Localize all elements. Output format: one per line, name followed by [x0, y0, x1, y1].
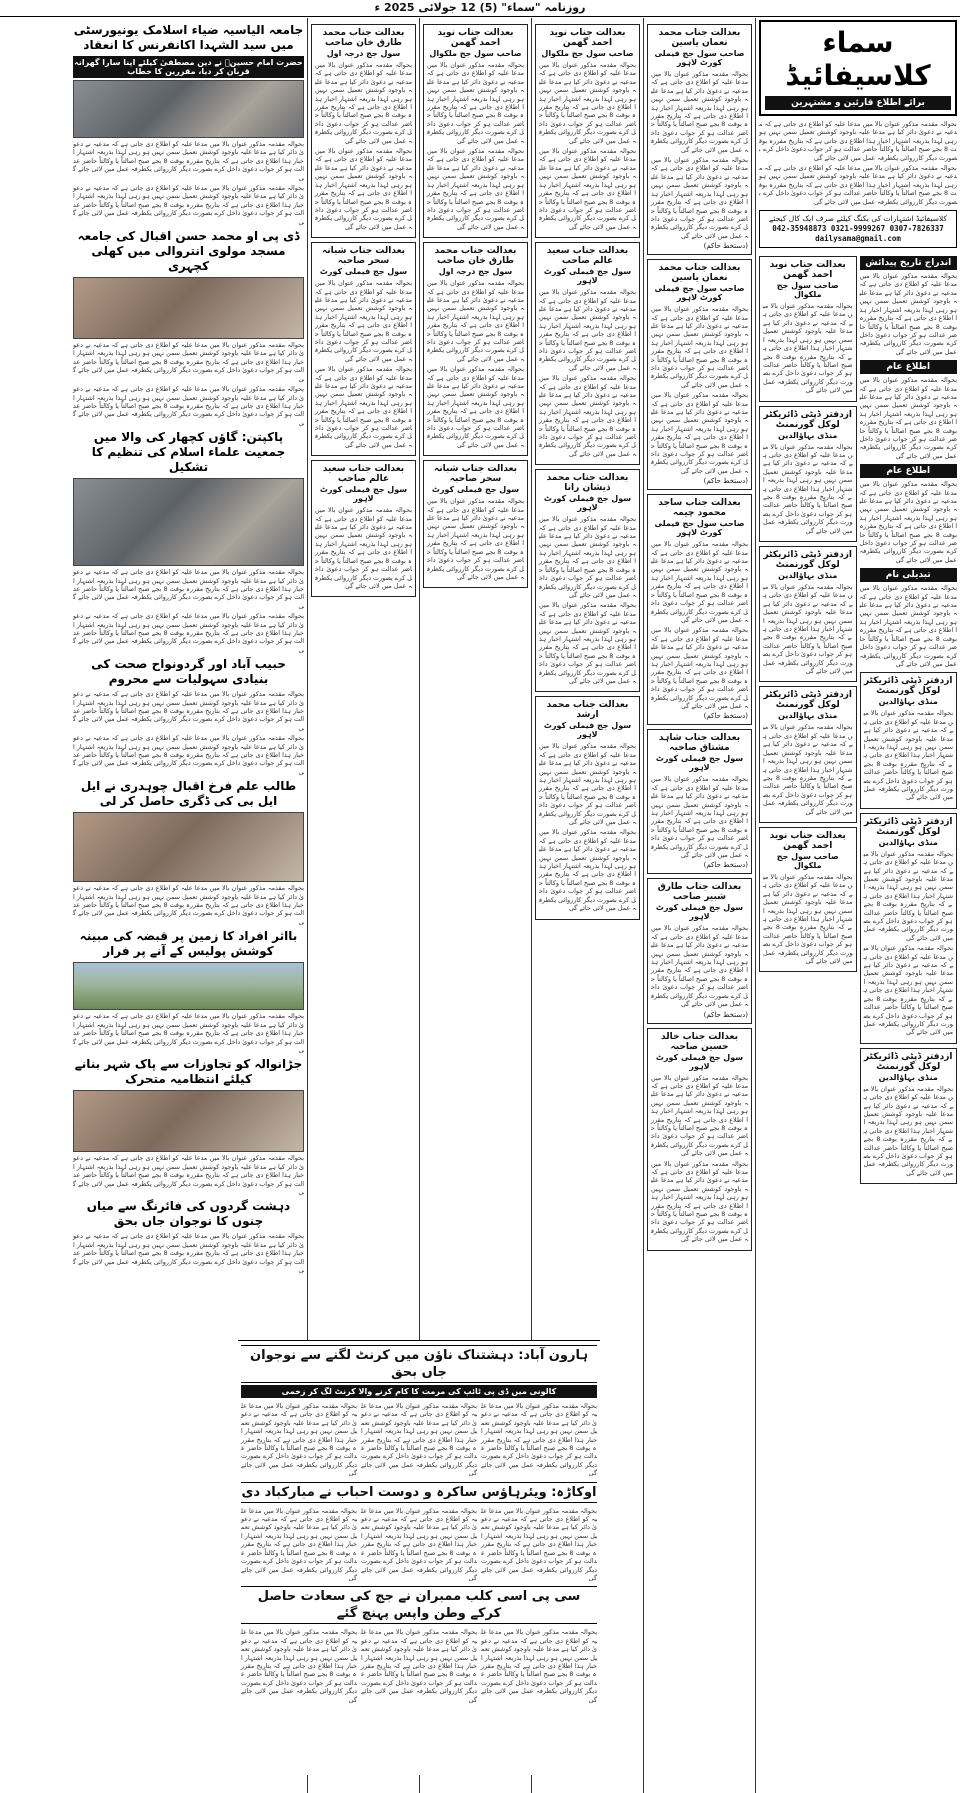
box-text: بحوالہ مقدمہ مذکور عنوان بالا میں مدعا علیہ کو اطلاع دی جاتی ہے کہ مدعیہ نے دعویٰ دائر کیا ہے مدعا علیہ باوجود کوشش تعمیل سمن نہیں ہو رہی لہذا بذریعہ اشتہار اخبار ہذا اطلاع دی جاتی ہے کہ بتاریخ مقررہ بوقت 8 بجے صبح اصالتاً یا وکالتاً حاضر عدالت ہو کر جواب دعویٰ داخل کرے بصورت دیگر کارروائی یکطرفہ عمل میں لائی جائے گی: [859, 584, 957, 668]
signature-text: (دستخط حاکم): [703, 242, 748, 251]
notice-body: بحوالہ مقدمہ مذکور عنوان بالا میں مدعا علیہ کو اطلاع دی جاتی ہے کہ مدعیہ نے دعویٰ دائر کیا ہے مدعا علیہ باوجود کوشش تعمیل سمن نہیں ہو رہی لہذا بذریعہ اشتہار اخبار ہذا اطلاع دی جاتی ہے کہ بتاریخ مقررہ بوقت 8 بجے صبح اصالتاً یا وکالتاً حاضر عدالت ہو کر جواب دعویٰ داخل کرے بصورت دیگر کارروائی یکطرفہ عمل میں لائی جائے گی: [315, 147, 412, 231]
notice-court: صاحب سول جج فیملی کورٹ لاہور: [654, 284, 745, 303]
notice-body: بحوالہ مقدمہ مذکور عنوان بالا میں مدعا علیہ کو اطلاع دی جاتی ہے کہ مدعیہ نے دعویٰ دائر کیا ہے مدعا علیہ باوجود کوشش تعمیل سمن نہیں ہو رہی لہذا بذریعہ اشتہار اخبار ہذا اطلاع دی جاتی ہے کہ بتاریخ مقررہ بوقت 8 بجے صبح اصالتاً یا وکالتاً حاضر عدالت ہو کر جواب دعویٰ داخل کرے بصورت دیگر کارروائی یکطرفہ عمل میں لائی جائے گی: [315, 506, 412, 590]
masthead: روزنامہ "سماء" (5) 12 جولائی 2025 ء: [0, 0, 960, 17]
court-notice: [647, 878, 752, 1023]
notice-court: سول جج فیملی کورٹ لاہور: [655, 754, 744, 773]
notice-body: بحوالہ مقدمہ مذکور عنوان بالا میں مدعا علیہ کو اطلاع دی جاتی ہے کہ مدعیہ نے دعویٰ دائر کیا ہے مدعا علیہ باوجود کوشش تعمیل سمن نہیں ہو رہی لہذا بذریعہ اشتہار اخبار ہذا اطلاع دی جاتی ہے کہ بتاریخ مقررہ بوقت 8 بجے صبح اصالتاً یا وکالتاً حاضر عدالت ہو کر جواب دعویٰ داخل کرے بصورت دیگر کارروائی یکطرفہ عمل میں لائی جائے گی: [539, 742, 636, 827]
bottom-body: بحوالہ مقدمہ مذکور عنوان بالا میں مدعا علیہ کو اطلاع دی جاتی ہے کہ مدعیہ نے دعویٰ دائر کیا ہے مدعا علیہ باوجود کوشش تعمیل سمن نہیں ہو رہی لہذا بذریعہ اشتہار اخبار ہذا اطلاع دی جاتی ہے کہ بتاریخ مقررہ بوقت 8 بجے صبح اصالتاً یا وکالتاً حاضر عدالت ہو کر جواب دعویٰ داخل کرے بصورت دیگر کارروائی یکطرفہ عمل میں لائی جائے گی: [241, 1506, 357, 1582]
notice-title: بعدالت جناب شبانہ سحر صاحبہ: [433, 464, 518, 485]
court-notice: [647, 729, 752, 874]
notice-court: منڈی بہاؤالدین: [878, 697, 938, 707]
bottom-news-section: [238, 1340, 600, 1775]
box-text: بحوالہ مقدمہ مذکور عنوان بالا میں مدعا علیہ کو اطلاع دی جاتی ہے کہ مدعیہ نے دعویٰ دائر کیا ہے مدعا علیہ باوجود کوشش تعمیل سمن نہیں ہو رہی لہذا بذریعہ اشتہار اخبار ہذا اطلاع دی جاتی ہے کہ بتاریخ مقررہ بوقت 8 بجے صبح اصالتاً یا وکالتاً حاضر عدالت ہو کر جواب دعویٰ داخل کرے بصورت دیگر کارروائی یکطرفہ عمل میں لائی جائے گی: [859, 272, 957, 356]
notice-court: منڈی بہاؤالدین: [878, 1072, 938, 1082]
notice-court: صاحب سول جج ملکوال: [776, 851, 839, 870]
notice-signature: [651, 1011, 748, 1019]
notice-body: بحوالہ مقدمہ مذکور عنوان بالا میں مدعا علیہ کو اطلاع دی جاتی ہے کہ مدعیہ نے دعویٰ دائر کیا ہے مدعا علیہ باوجود کوشش تعمیل سمن نہیں ہو رہی لہذا بذریعہ اشتہار اخبار ہذا اطلاع دی جاتی ہے کہ بتاریخ مقررہ بوقت 8 بجے صبح اصالتاً یا وکالتاً حاضر عدالت ہو کر جواب دعویٰ داخل کرے بصورت دیگر کارروائی یکطرفہ عمل میں لائی جائے گی: [651, 1073, 748, 1158]
news-body: بحوالہ مقدمہ مذکور عنوان بالا میں مدعا علیہ کو اطلاع دی جاتی ہے کہ مدعیہ نے دعویٰ دائر کیا ہے مدعا علیہ باوجود کوشش تعمیل سمن نہیں ہو رہی لہذا بذریعہ اشتہار اخبار ہذا اطلاع دی جاتی ہے کہ بتاریخ مقررہ بوقت 8 بجے صبح اصالتاً یا وکالتاً حاضر عدالت ہو کر جواب دعویٰ داخل کرے بصورت دیگر کارروائی یکطرفہ عمل میں لائی جائے گی: [73, 734, 304, 776]
notice-title: بعدالت جناب محمد ذیشان رانا: [546, 473, 629, 494]
court-notice: [535, 696, 640, 919]
news-body: بحوالہ مقدمہ مذکور عنوان بالا میں مدعا علیہ کو اطلاع دی جاتی ہے کہ مدعیہ نے دعویٰ دائر کیا ہے مدعا علیہ باوجود کوشش تعمیل سمن نہیں ہو رہی لہذا بذریعہ اشتہار اخبار ہذا اطلاع دی جاتی ہے کہ بتاریخ مقررہ بوقت 8 بجے صبح اصالتاً یا وکالتاً حاضر عدالت ہو کر جواب دعویٰ داخل کرے بصورت دیگر کارروائی یکطرفہ عمل میں لائی جائے گی: [73, 1012, 304, 1054]
news-photo: [73, 962, 304, 1010]
bottom-row: [241, 1505, 597, 1585]
classified-subcol-left: [759, 252, 857, 1188]
bottom-headline-3: سی پی اسی کلب ممبران نے جج کی سعادت حاصل کرکے وطن واپس پہنچ گئے: [241, 1586, 597, 1624]
court-notice: [647, 24, 752, 255]
notice-title: ازدفتر ڈپٹی ڈائریکٹر لوکل گورنمنٹ: [864, 1051, 953, 1072]
notice-body: بحوالہ مقدمہ مذکور عنوان بالا میں مدعا علیہ کو اطلاع دی جاتی ہے کہ مدعیہ نے دعویٰ دائر کیا ہے مدعا علیہ باوجود کوشش تعمیل سمن نہیں ہو رہی لہذا بذریعہ اشتہار اخبار ہذا اطلاع دی جاتی ہے کہ بتاریخ مقررہ بوقت 8 بجے صبح اصالتاً یا وکالتاً حاضر عدالت ہو کر جواب دعویٰ داخل کرے بصورت دیگر کارروائی یکطرفہ عمل میں لائی جائے گی: [863, 944, 953, 1037]
notice-body: بحوالہ مقدمہ مذکور عنوان بالا میں مدعا علیہ کو اطلاع دی جاتی ہے کہ مدعیہ نے دعویٰ دائر کیا ہے مدعا علیہ باوجود کوشش تعمیل سمن نہیں ہو رہی لہذا بذریعہ اشتہار اخبار ہذا اطلاع دی جاتی ہے کہ بتاریخ مقررہ بوقت 8 بجے صبح اصالتاً یا وکالتاً حاضر عدالت ہو کر جواب دعویٰ داخل کرے بصورت دیگر کارروائی یکطرفہ عمل میں لائی جائے گی: [539, 288, 636, 372]
notice-body: بحوالہ مقدمہ مذکور عنوان بالا میں مدعا علیہ کو اطلاع دی جاتی ہے کہ مدعیہ نے دعویٰ دائر کیا ہے مدعا علیہ باوجود کوشش تعمیل سمن نہیں ہو رہی لہذا بذریعہ اشتہار اخبار ہذا اطلاع دی جاتی ہے کہ بتاریخ مقررہ بوقت 8 بجے صبح اصالتاً یا وکالتاً حاضر عدالت ہو کر جواب دعویٰ داخل کرے بصورت دیگر کارروائی یکطرفہ عمل میں لائی جائے گی: [539, 61, 636, 145]
notice-body: بحوالہ مقدمہ مذکور عنوان بالا میں مدعا علیہ کو اطلاع دی جاتی ہے کہ مدعیہ نے دعویٰ دائر کیا ہے مدعا علیہ باوجود کوشش تعمیل سمن نہیں ہو رہی لہذا بذریعہ اشتہار اخبار ہذا اطلاع دی جاتی ہے کہ بتاریخ مقررہ بوقت 8 بجے صبح اصالتاً یا وکالتاً حاضر عدالت ہو کر جواب دعویٰ داخل کرے بصورت دیگر کارروائی یکطرفہ عمل میں لائی جائے گی: [763, 442, 853, 535]
court-notice: [423, 24, 528, 238]
notice-court: سول جج فیملی کورٹ لاہور: [543, 494, 632, 513]
notice-title: بعدالت جناب ساجد محمود چیمہ: [658, 498, 741, 519]
court-notice: [535, 24, 640, 238]
bottom-headline-1: ہارون آباد: دہشتناک ناؤن میں کرنٹ لگنے سے نوجوان جاں بحق: [241, 1345, 597, 1383]
court-notice: [759, 827, 857, 972]
box-name-change: تبدیلی نام: [860, 568, 958, 582]
notice-body: بحوالہ مقدمہ مذکور عنوان بالا میں مدعا علیہ کو اطلاع دی جاتی ہے کہ مدعیہ نے دعویٰ دائر کیا ہے مدعا علیہ باوجود کوشش تعمیل سمن نہیں ہو رہی لہذا بذریعہ اشتہار اخبار ہذا اطلاع دی جاتی ہے کہ بتاریخ مقررہ بوقت 8 بجے صبح اصالتاً یا وکالتاً حاضر عدالت ہو کر جواب دعویٰ داخل کرے بصورت دیگر کارروائی یکطرفہ عمل میں لائی جائے گی: [863, 709, 953, 802]
contact-email: dailysama@gmail.com: [815, 234, 901, 244]
court-notice: [311, 242, 416, 456]
notice-court: سول جج درجہ اول: [438, 267, 513, 277]
notice-court: صاحب سول جج ملکوال: [541, 49, 634, 58]
notice-court: سول جج فیملی کورٹ لاہور: [655, 903, 744, 922]
notice-body: بحوالہ مقدمہ مذکور عنوان بالا میں مدعا علیہ کو اطلاع دی جاتی ہے کہ مدعیہ نے دعویٰ دائر کیا ہے مدعا علیہ باوجود کوشش تعمیل سمن نہیں ہو رہی لہذا بذریعہ اشتہار اخبار ہذا اطلاع دی جاتی ہے کہ بتاریخ مقررہ بوقت 8 بجے صبح اصالتاً یا وکالتاً حاضر عدالت ہو کر جواب دعویٰ داخل کرے بصورت دیگر کارروائی یکطرفہ عمل میں لائی جائے گی: [763, 872, 853, 965]
news-body: بحوالہ مقدمہ مذکور عنوان بالا میں مدعا علیہ کو اطلاع دی جاتی ہے کہ مدعیہ نے دعویٰ دائر کیا ہے مدعا علیہ باوجود کوشش تعمیل سمن نہیں ہو رہی لہذا بذریعہ اشتہار اخبار ہذا اطلاع دی جاتی ہے کہ بتاریخ مقررہ بوقت 8 بجے صبح اصالتاً یا وکالتاً حاضر عدالت ہو کر جواب دعویٰ داخل کرے بصورت دیگر کارروائی یکطرفہ عمل میں لائی جائے گی: [73, 612, 304, 654]
bottom-body: بحوالہ مقدمہ مذکور عنوان بالا میں مدعا علیہ کو اطلاع دی جاتی ہے کہ مدعیہ نے دعویٰ دائر کیا ہے مدعا علیہ باوجود کوشش تعمیل سمن نہیں ہو رہی لہذا بذریعہ اشتہار اخبار ہذا اطلاع دی جاتی ہے کہ بتاریخ مقررہ بوقت 8 بجے صبح اصالتاً یا وکالتاً حاضر عدالت ہو کر جواب دعویٰ داخل کرے بصورت دیگر کارروائی یکطرفہ عمل میں لائی جائے گی: [481, 1402, 597, 1478]
notice-body: بحوالہ مقدمہ مذکور عنوان بالا میں مدعا علیہ کو اطلاع دی جاتی ہے کہ مدعیہ نے دعویٰ دائر کیا ہے مدعا علیہ باوجود کوشش تعمیل سمن نہیں ہو رہی لہذا بذریعہ اشتہار اخبار ہذا اطلاع دی جاتی ہے کہ بتاریخ مقررہ بوقت 8 بجے صبح اصالتاً یا وکالتاً حاضر عدالت ہو کر جواب دعویٰ داخل کرے بصورت دیگر کارروائی یکطرفہ عمل میں لائی جائے گی: [651, 626, 748, 710]
court-notice: [311, 460, 416, 597]
notice-body: بحوالہ مقدمہ مذکور عنوان بالا میں مدعا علیہ کو اطلاع دی جاتی ہے کہ مدعیہ نے دعویٰ دائر کیا ہے مدعا علیہ باوجود کوشش تعمیل سمن نہیں ہو رہی لہذا بذریعہ اشتہار اخبار ہذا اطلاع دی جاتی ہے کہ بتاریخ مقررہ بوقت 8 بجے صبح اصالتاً یا وکالتاً حاضر عدالت ہو کر جواب دعویٰ داخل کرے بصورت دیگر کارروائی یکطرفہ عمل میں لائی جائے گی: [427, 497, 524, 581]
news-body: بحوالہ مقدمہ مذکور عنوان بالا میں مدعا علیہ کو اطلاع دی جاتی ہے کہ مدعیہ نے دعویٰ دائر کیا ہے مدعا علیہ باوجود کوشش تعمیل سمن نہیں ہو رہی لہذا بذریعہ اشتہار اخبار ہذا اطلاع دی جاتی ہے کہ بتاریخ مقررہ بوقت 8 بجے صبح اصالتاً یا وکالتاً حاضر عدالت ہو کر جواب دعویٰ داخل کرے بصورت دیگر کارروائی یکطرفہ عمل میں لائی جائے گی: [73, 1232, 304, 1274]
news-photo: [73, 812, 304, 882]
notice-title: بعدالت جناب نوید احمد گھمن: [769, 830, 846, 851]
news-body: بحوالہ مقدمہ مذکور عنوان بالا میں مدعا علیہ کو اطلاع دی جاتی ہے کہ مدعیہ نے دعویٰ دائر کیا ہے مدعا علیہ باوجود کوشش تعمیل سمن نہیں ہو رہی لہذا بذریعہ اشتہار اخبار ہذا اطلاع دی جاتی ہے کہ بتاریخ مقررہ بوقت 8 بجے صبح اصالتاً یا وکالتاً حاضر عدالت ہو کر جواب دعویٰ داخل کرے بصورت دیگر کارروائی یکطرفہ عمل میں لائی جائے گی: [73, 1154, 304, 1196]
notice-body: بحوالہ مقدمہ مذکور عنوان بالا میں مدعا علیہ کو اطلاع دی جاتی ہے کہ مدعیہ نے دعویٰ دائر کیا ہے مدعا علیہ باوجود کوشش تعمیل سمن نہیں ہو رہی لہذا بذریعہ اشتہار اخبار ہذا اطلاع دی جاتی ہے کہ بتاریخ مقررہ بوقت 8 بجے صبح اصالتاً یا وکالتاً حاضر عدالت ہو کر جواب دعویٰ داخل کرے بصورت دیگر کارروائی یکطرفہ عمل میں لائی جائے گی: [539, 601, 636, 685]
box-text: بحوالہ مقدمہ مذکور عنوان بالا میں مدعا علیہ کو اطلاع دی جاتی ہے کہ مدعیہ نے دعویٰ دائر کیا ہے مدعا علیہ باوجود کوشش تعمیل سمن نہیں ہو رہی لہذا بذریعہ اشتہار اخبار ہذا اطلاع دی جاتی ہے کہ بتاریخ مقررہ بوقت 8 بجے صبح اصالتاً یا وکالتاً حاضر عدالت ہو کر جواب دعویٰ داخل کرے بصورت دیگر کارروائی یکطرفہ عمل میں لائی جائے گی: [859, 480, 957, 564]
notice-title: ازدفتر ڈپٹی ڈائریکٹر لوکل گورنمنٹ: [864, 816, 953, 837]
notice-body: بحوالہ مقدمہ مذکور عنوان بالا میں مدعا علیہ کو اطلاع دی جاتی ہے کہ مدعیہ نے دعویٰ دائر کیا ہے مدعا علیہ باوجود کوشش تعمیل سمن نہیں ہو رہی لہذا بذریعہ اشتہار اخبار ہذا اطلاع دی جاتی ہے کہ بتاریخ مقررہ بوقت 8 بجے صبح اصالتاً یا وکالتاً حاضر عدالت ہو کر جواب دعویٰ داخل کرے بصورت دیگر کارروائی یکطرفہ عمل میں لائی جائے گی: [315, 365, 412, 449]
notice-signature: [651, 242, 748, 250]
bottom-body: بحوالہ مقدمہ مذکور عنوان بالا میں مدعا علیہ کو اطلاع دی جاتی ہے کہ مدعیہ نے دعویٰ دائر کیا ہے مدعا علیہ باوجود کوشش تعمیل سمن نہیں ہو رہی لہذا بذریعہ اشتہار اخبار ہذا اطلاع دی جاتی ہے کہ بتاریخ مقررہ بوقت 8 بجے صبح اصالتاً یا وکالتاً حاضر عدالت ہو کر جواب دعویٰ داخل کرے بصورت دیگر کارروائی یکطرفہ عمل میں لائی جائے گی: [481, 1628, 597, 1704]
notice-court: سول جج فیملی کورٹ لاہور: [543, 721, 632, 740]
notice-court: سول جج درجہ اول: [326, 49, 401, 58]
notice-title: بعدالت جناب خالد حسین صاحبہ: [661, 1031, 738, 1052]
headline-2: ڈی پی او محمد حسن اقبال کی جامعہ مسجد مولوی انتروالی میں کھلی کچہری: [77, 229, 300, 274]
notice-court: صاحب سول جج ملکوال: [429, 49, 522, 58]
court-notice: [647, 259, 752, 490]
notice-court: صاحب سول جج فیملی کورٹ لاہور: [654, 49, 745, 67]
contact-line: کلاسیفائیڈ اشتہارات کی بکنگ کیلئے صرف ایک کال کیجئے: [769, 214, 947, 224]
news-body: بحوالہ مقدمہ مذکور عنوان بالا میں مدعا علیہ کو اطلاع دی جاتی ہے کہ مدعیہ نے دعویٰ دائر کیا ہے مدعا علیہ باوجود کوشش تعمیل سمن نہیں ہو رہی لہذا بذریعہ اشتہار اخبار ہذا اطلاع دی جاتی ہے کہ بتاریخ مقررہ بوقت 8 بجے صبح اصالتاً یا وکالتاً حاضر عدالت ہو کر جواب دعویٰ داخل کرے بصورت دیگر کارروائی یکطرفہ عمل میں لائی جائے گی: [73, 385, 304, 427]
bottom-subheadline: کالونی میں ڈی پی ٹائپ کی مرمت کا کام کرنے والا کرنٹ لگ کر زخمی: [241, 1385, 597, 1398]
court-notice: [535, 242, 640, 465]
news-photo: [73, 277, 304, 339]
court-notice: [423, 242, 528, 456]
bottom-body: بحوالہ مقدمہ مذکور عنوان بالا میں مدعا علیہ کو اطلاع دی جاتی ہے کہ مدعیہ نے دعویٰ دائر کیا ہے مدعا علیہ باوجود کوشش تعمیل سمن نہیں ہو رہی لہذا بذریعہ اشتہار اخبار ہذا اطلاع دی جاتی ہے کہ بتاریخ مقررہ بوقت 8 بجے صبح اصالتاً یا وکالتاً حاضر عدالت ہو کر جواب دعویٰ داخل کرے بصورت دیگر کارروائی یکطرفہ عمل میں لائی جائے گی: [481, 1506, 597, 1582]
notice-signature: [651, 712, 748, 720]
headline-1-sub: حضرت امام حسینؓ نے دین مصطفیٰ کیلئے اپنا سارا گھرانہ قربان کر دیا، مقررین کا خطاب: [74, 58, 303, 76]
notice-body: بحوالہ مقدمہ مذکور عنوان بالا میں مدعا علیہ کو اطلاع دی جاتی ہے کہ مدعیہ نے دعویٰ دائر کیا ہے مدعا علیہ باوجود کوشش تعمیل سمن نہیں ہو رہی لہذا بذریعہ اشتہار اخبار ہذا اطلاع دی جاتی ہے کہ بتاریخ مقررہ بوقت 8 بجے صبح اصالتاً یا وکالتاً حاضر عدالت ہو کر جواب دعویٰ داخل کرے بصورت دیگر کارروائی یکطرفہ عمل میں لائی جائے گی: [427, 61, 524, 145]
notice-court: سول جج فیملی کورٹ لاہور: [319, 485, 408, 504]
notice-title: ازدفتر ڈپٹی ڈائریکٹر لوکل گورنمنٹ: [763, 409, 852, 430]
notice-title: بعدالت جناب سعید عالم صاحب: [546, 246, 629, 267]
intro-text-2: بحوالہ مقدمہ مذکور عنوان بالا میں مدعا علیہ کو اطلاع دی جاتی ہے کہ مدعیہ نے دعویٰ دائر کیا ہے مدعا علیہ باوجود کوشش تعمیل سمن نہیں ہو رہی لہذا بذریعہ اشتہار اخبار ہذا اطلاع دی جاتی ہے کہ بتاریخ مقررہ بوقت 8 بجے صبح اصالتاً یا وکالتاً حاضر عدالت ہو کر جواب دعویٰ داخل کرے بصورت دیگر کارروائی یکطرفہ عمل میں لائی جائے گی: [759, 164, 957, 206]
news-photo: [73, 80, 304, 138]
notice-body: بحوالہ مقدمہ مذکور عنوان بالا میں مدعا علیہ کو اطلاع دی جاتی ہے کہ مدعیہ نے دعویٰ دائر کیا ہے مدعا علیہ باوجود کوشش تعمیل سمن نہیں ہو رہی لہذا بذریعہ اشتہار اخبار ہذا اطلاع دی جاتی ہے کہ بتاریخ مقررہ بوقت 8 بجے صبح اصالتاً یا وکالتاً حاضر عدالت ہو کر جواب دعویٰ داخل کرے بصورت دیگر کارروائی یکطرفہ عمل میں لائی جائے گی: [427, 147, 524, 231]
notice-title: بعدالت جناب طارق شبیر صاحب: [657, 882, 742, 903]
news-photo: [73, 478, 304, 566]
notice-title: بعدالت جناب نوید احمد گھمن: [769, 260, 846, 281]
notice-title: بعدالت جناب سعید عالم صاحب: [322, 464, 405, 485]
notice-title: ازدفتر ڈپٹی ڈائریکٹر لوکل گورنمنٹ: [763, 550, 852, 570]
notice-body: بحوالہ مقدمہ مذکور عنوان بالا میں مدعا علیہ کو اطلاع دی جاتی ہے کہ مدعیہ نے دعویٰ دائر کیا ہے مدعا علیہ باوجود کوشش تعمیل سمن نہیں ہو رہی لہذا بذریعہ اشتہار اخبار ہذا اطلاع دی جاتی ہے کہ بتاریخ مقررہ بوقت 8 بجے صبح اصالتاً یا وکالتاً حاضر عدالت ہو کر جواب دعویٰ داخل کرے بصورت دیگر کارروائی یکطرفہ عمل میں لائی جائے گی: [763, 723, 853, 816]
classified-column: [755, 18, 960, 1793]
notice-court: صاحب سول جج فیملی کورٹ لاہور: [654, 519, 745, 538]
notice-court: منڈی بہاؤالدین: [778, 430, 838, 440]
court-notice: [860, 813, 958, 1044]
court-notice: [311, 24, 416, 238]
notice-body: بحوالہ مقدمہ مذکور عنوان بالا میں مدعا علیہ کو اطلاع دی جاتی ہے کہ مدعیہ نے دعویٰ دائر کیا ہے مدعا علیہ باوجود کوشش تعمیل سمن نہیں ہو رہی لہذا بذریعہ اشتہار اخبار ہذا اطلاع دی جاتی ہے کہ بتاریخ مقررہ بوقت 8 بجے صبح اصالتاً یا وکالتاً حاضر عدالت ہو کر جواب دعویٰ داخل کرے بصورت دیگر کارروائی یکطرفہ عمل میں لائی جائے گی: [651, 305, 748, 389]
signature-text: (دستخط حاکم): [703, 477, 748, 486]
court-notice: [759, 686, 857, 822]
bottom-body: بحوالہ مقدمہ مذکور عنوان بالا میں مدعا علیہ کو اطلاع دی جاتی ہے کہ مدعیہ نے دعویٰ دائر کیا ہے مدعا علیہ باوجود کوشش تعمیل سمن نہیں ہو رہی لہذا بذریعہ اشتہار اخبار ہذا اطلاع دی جاتی ہے کہ بتاریخ مقررہ بوقت 8 بجے صبح اصالتاً یا وکالتاً حاضر عدالت ہو کر جواب دعویٰ داخل کرے بصورت دیگر کارروائی یکطرفہ عمل میں لائی جائے گی: [361, 1506, 477, 1582]
notice-title: بعدالت جناب محمد طارق خان صاحب: [434, 246, 517, 267]
bottom-row: [241, 1400, 597, 1480]
notice-body: بحوالہ مقدمہ مذکور عنوان بالا میں مدعا علیہ کو اطلاع دی جاتی ہے کہ مدعیہ نے دعویٰ دائر کیا ہے مدعا علیہ باوجود کوشش تعمیل سمن نہیں ہو رہی لہذا بذریعہ اشتہار اخبار ہذا اطلاع دی جاتی ہے کہ بتاریخ مقررہ بوقت 8 بجے صبح اصالتاً یا وکالتاً حاضر عدالت ہو کر جواب دعویٰ داخل کرے بصورت دیگر کارروائی یکطرفہ عمل میں لائی جائے گی: [427, 279, 524, 363]
court-notice: [535, 469, 640, 692]
headline-1: جامعہ الیاسیہ ضیاء اسلامک یونیورسٹی میں سید الشہدا اکانفرنس کا انعقاد: [73, 23, 304, 52]
court-notice: [860, 672, 958, 808]
bottom-body: بحوالہ مقدمہ مذکور عنوان بالا میں مدعا علیہ کو اطلاع دی جاتی ہے کہ مدعیہ نے دعویٰ دائر کیا ہے مدعا علیہ باوجود کوشش تعمیل سمن نہیں ہو رہی لہذا بذریعہ اشتہار اخبار ہذا اطلاع دی جاتی ہے کہ بتاریخ مقررہ بوقت 8 بجے صبح اصالتاً یا وکالتاً حاضر عدالت ہو کر جواب دعویٰ داخل کرے بصورت دیگر کارروائی یکطرفہ عمل میں لائی جائے گی: [361, 1402, 477, 1478]
notice-signature: [651, 477, 748, 485]
bottom-body: بحوالہ مقدمہ مذکور عنوان بالا میں مدعا علیہ کو اطلاع دی جاتی ہے کہ مدعیہ نے دعویٰ دائر کیا ہے مدعا علیہ باوجود کوشش تعمیل سمن نہیں ہو رہی لہذا بذریعہ اشتہار اخبار ہذا اطلاع دی جاتی ہے کہ بتاریخ مقررہ بوقت 8 بجے صبح اصالتاً یا وکالتاً حاضر عدالت ہو کر جواب دعویٰ داخل کرے بصورت دیگر کارروائی یکطرفہ عمل میں لائی جائے گی: [241, 1628, 357, 1704]
headline-4: حبیب آباد اور گردونواح صحت کی بنیادی سہولیات سے محروم: [91, 657, 286, 687]
notices-column-1: [643, 18, 755, 1793]
classified-banner: [759, 20, 957, 116]
court-notice: [423, 460, 528, 588]
notice-court: صاحب سول جج ملکوال: [776, 281, 839, 300]
notice-body: بحوالہ مقدمہ مذکور عنوان بالا میں مدعا علیہ کو اطلاع دی جاتی ہے کہ مدعیہ نے دعویٰ دائر کیا ہے مدعا علیہ باوجود کوشش تعمیل سمن نہیں ہو رہی لہذا بذریعہ اشتہار اخبار ہذا اطلاع دی جاتی ہے کہ بتاریخ مقررہ بوقت 8 بجے صبح اصالتاً یا وکالتاً حاضر عدالت ہو کر جواب دعویٰ داخل کرے بصورت دیگر کارروائی یکطرفہ عمل میں لائی جائے گی: [651, 70, 748, 154]
notice-title: بعدالت جناب نوید احمد گھمن: [437, 28, 514, 48]
notice-title: بعدالت جناب شبانہ سحر صاحبہ: [321, 246, 406, 267]
notice-body: بحوالہ مقدمہ مذکور عنوان بالا میں مدعا علیہ کو اطلاع دی جاتی ہے کہ مدعیہ نے دعویٰ دائر کیا ہے مدعا علیہ باوجود کوشش تعمیل سمن نہیں ہو رہی لہذا بذریعہ اشتہار اخبار ہذا اطلاع دی جاتی ہے کہ بتاریخ مقررہ بوقت 8 بجے صبح اصالتاً یا وکالتاً حاضر عدالت ہو کر جواب دعویٰ داخل کرے بصورت دیگر کارروائی یکطرفہ عمل میں لائی جائے گی: [651, 1159, 748, 1244]
notice-body: بحوالہ مقدمہ مذکور عنوان بالا میں مدعا علیہ کو اطلاع دی جاتی ہے کہ مدعیہ نے دعویٰ دائر کیا ہے مدعا علیہ باوجود کوشش تعمیل سمن نہیں ہو رہی لہذا بذریعہ اشتہار اخبار ہذا اطلاع دی جاتی ہے کہ بتاریخ مقررہ بوقت 8 بجے صبح اصالتاً یا وکالتاً حاضر عدالت ہو کر جواب دعویٰ داخل کرے بصورت دیگر کارروائی یکطرفہ عمل میں لائی جائے گی: [539, 147, 636, 231]
notice-body: بحوالہ مقدمہ مذکور عنوان بالا میں مدعا علیہ کو اطلاع دی جاتی ہے کہ مدعیہ نے دعویٰ دائر کیا ہے مدعا علیہ باوجود کوشش تعمیل سمن نہیں ہو رہی لہذا بذریعہ اشتہار اخبار ہذا اطلاع دی جاتی ہے کہ بتاریخ مقررہ بوقت 8 بجے صبح اصالتاً یا وکالتاً حاضر عدالت ہو کر جواب دعویٰ داخل کرے بصورت دیگر کارروائی یکطرفہ عمل میں لائی جائے گی: [539, 828, 636, 913]
court-notice: [647, 494, 752, 725]
notice-title: بعدالت جناب محمد ارشد: [546, 700, 629, 721]
news-body: بحوالہ مقدمہ مذکور عنوان بالا میں مدعا علیہ کو اطلاع دی جاتی ہے کہ مدعیہ نے دعویٰ دائر کیا ہے مدعا علیہ باوجود کوشش تعمیل سمن نہیں ہو رہی لہذا بذریعہ اشتہار اخبار ہذا اطلاع دی جاتی ہے کہ بتاریخ مقررہ بوقت 8 بجے صبح اصالتاً یا وکالتاً حاضر عدالت ہو کر جواب دعویٰ داخل کرے بصورت دیگر کارروائی یکطرفہ عمل میں لائی جائے گی: [73, 341, 304, 383]
notice-court: منڈی بہاؤالدین: [878, 837, 938, 847]
notice-body: بحوالہ مقدمہ مذکور عنوان بالا میں مدعا علیہ کو اطلاع دی جاتی ہے کہ مدعیہ نے دعویٰ دائر کیا ہے مدعا علیہ باوجود کوشش تعمیل سمن نہیں ہو رہی لہذا بذریعہ اشتہار اخبار ہذا اطلاع دی جاتی ہے کہ بتاریخ مقررہ بوقت 8 بجے صبح اصالتاً یا وکالتاً حاضر عدالت ہو کر جواب دعویٰ داخل کرے بصورت دیگر کارروائی یکطرفہ عمل میں لائی جائے گی: [539, 374, 636, 458]
notice-body: بحوالہ مقدمہ مذکور عنوان بالا میں مدعا علیہ کو اطلاع دی جاتی ہے کہ مدعیہ نے دعویٰ دائر کیا ہے مدعا علیہ باوجود کوشش تعمیل سمن نہیں ہو رہی لہذا بذریعہ اشتہار اخبار ہذا اطلاع دی جاتی ہے کہ بتاریخ مقررہ بوقت 8 بجے صبح اصالتاً یا وکالتاً حاضر عدالت ہو کر جواب دعویٰ داخل کرے بصورت دیگر کارروائی یکطرفہ عمل میں لائی جائے گی: [763, 302, 853, 395]
notice-title: بعدالت جناب محمد نعمان یاسین: [658, 263, 741, 284]
notice-body: بحوالہ مقدمہ مذکور عنوان بالا میں مدعا علیہ کو اطلاع دی جاتی ہے کہ مدعیہ نے دعویٰ دائر کیا ہے مدعا علیہ باوجود کوشش تعمیل سمن نہیں ہو رہی لہذا بذریعہ اشتہار اخبار ہذا اطلاع دی جاتی ہے کہ بتاریخ مقررہ بوقت 8 بجے صبح اصالتاً یا وکالتاً حاضر عدالت ہو کر جواب دعویٰ داخل کرے بصورت دیگر کارروائی یکطرفہ عمل میں لائی جائے گی: [651, 775, 748, 860]
contact-box: [759, 210, 957, 248]
signature-text: (دستخط حاکم): [703, 861, 748, 870]
news-body: بحوالہ مقدمہ مذکور عنوان بالا میں مدعا علیہ کو اطلاع دی جاتی ہے کہ مدعیہ نے دعویٰ دائر کیا ہے مدعا علیہ باوجود کوشش تعمیل سمن نہیں ہو رہی لہذا بذریعہ اشتہار اخبار ہذا اطلاع دی جاتی ہے کہ بتاریخ مقررہ بوقت 8 بجے صبح اصالتاً یا وکالتاً حاضر عدالت ہو کر جواب دعویٰ داخل کرے بصورت دیگر کارروائی یکطرفہ عمل میں لائی جائے گی: [73, 184, 304, 226]
classified-subtitle: برائے اطلاع قارئین و مشتہرین: [765, 96, 951, 110]
court-notice: [759, 256, 857, 401]
news-body: بحوالہ مقدمہ مذکور عنوان بالا میں مدعا علیہ کو اطلاع دی جاتی ہے کہ مدعیہ نے دعویٰ دائر کیا ہے مدعا علیہ باوجود کوشش تعمیل سمن نہیں ہو رہی لہذا بذریعہ اشتہار اخبار ہذا اطلاع دی جاتی ہے کہ بتاریخ مقررہ بوقت 8 بجے صبح اصالتاً یا وکالتاً حاضر عدالت ہو کر جواب دعویٰ داخل کرے بصورت دیگر کارروائی یکطرفہ عمل میں لائی جائے گی: [73, 140, 304, 182]
court-notice: [759, 546, 857, 682]
box-notice-public: اطلاع عام: [860, 360, 958, 374]
headline-3: پاکپتن: گاؤں کچھار کی والا میں جمعیت علماء اسلام کی تنظیم کا تشکیل: [91, 430, 286, 475]
notice-signature: [651, 861, 748, 869]
bottom-headline-2: اوکاڑہ: ویئرہاؤس ساکرہ و دوست احباب نے مبارکباد دی: [241, 1482, 597, 1503]
notice-body: بحوالہ مقدمہ مذکور عنوان بالا میں مدعا علیہ کو اطلاع دی جاتی ہے کہ مدعیہ نے دعویٰ دائر کیا ہے مدعا علیہ باوجود کوشش تعمیل سمن نہیں ہو رہی لہذا بذریعہ اشتہار اخبار ہذا اطلاع دی جاتی ہے کہ بتاریخ مقررہ بوقت 8 بجے صبح اصالتاً یا وکالتاً حاضر عدالت ہو کر جواب دعویٰ داخل کرے بصورت دیگر کارروائی یکطرفہ عمل میں لائی جائے گی: [763, 583, 853, 676]
signature-text: (دستخط حاکم): [703, 712, 748, 721]
classified-split: [759, 252, 957, 1188]
notice-title: بعدالت جناب محمد طارق خان صاحب: [322, 28, 405, 48]
classified-title: سماء کلاسیفائیڈ: [785, 26, 931, 92]
court-notice: [647, 1028, 752, 1251]
news-body: بحوالہ مقدمہ مذکور عنوان بالا میں مدعا علیہ کو اطلاع دی جاتی ہے کہ مدعیہ نے دعویٰ دائر کیا ہے مدعا علیہ باوجود کوشش تعمیل سمن نہیں ہو رہی لہذا بذریعہ اشتہار اخبار ہذا اطلاع دی جاتی ہے کہ بتاریخ مقررہ بوقت 8 بجے صبح اصالتاً یا وکالتاً حاضر عدالت ہو کر جواب دعویٰ داخل کرے بصورت دیگر کارروائی یکطرفہ عمل میں لائی جائے گی: [73, 884, 304, 926]
notice-body: بحوالہ مقدمہ مذکور عنوان بالا میں مدعا علیہ کو اطلاع دی جاتی ہے کہ مدعیہ نے دعویٰ دائر کیا ہے مدعا علیہ باوجود کوشش تعمیل سمن نہیں ہو رہی لہذا بذریعہ اشتہار اخبار ہذا اطلاع دی جاتی ہے کہ بتاریخ مقررہ بوقت 8 بجے صبح اصالتاً یا وکالتاً حاضر عدالت ہو کر جواب دعویٰ داخل کرے بصورت دیگر کارروائی یکطرفہ عمل میں لائی جائے گی: [539, 515, 636, 599]
notice-title: ازدفتر ڈپٹی ڈائریکٹر لوکل گورنمنٹ: [864, 676, 953, 697]
notice-title: ازدفتر ڈپٹی ڈائریکٹر لوکل گورنمنٹ: [763, 690, 852, 711]
notice-court: سول جج فیملی کورٹ لاہور: [655, 1052, 744, 1071]
box-text: بحوالہ مقدمہ مذکور عنوان بالا میں مدعا علیہ کو اطلاع دی جاتی ہے کہ مدعیہ نے دعویٰ دائر کیا ہے مدعا علیہ باوجود کوشش تعمیل سمن نہیں ہو رہی لہذا بذریعہ اشتہار اخبار ہذا اطلاع دی جاتی ہے کہ بتاریخ مقررہ بوقت 8 بجے صبح اصالتاً یا وکالتاً حاضر عدالت ہو کر جواب دعویٰ داخل کرے بصورت دیگر کارروائی یکطرفہ عمل میں لائی جائے گی: [859, 376, 957, 460]
news-photo: [73, 1090, 304, 1152]
court-notice: [759, 406, 857, 542]
classified-subcol-right: [860, 252, 958, 1188]
notice-court: سول جج فیملی کورٹ: [431, 485, 520, 495]
box-date-change: اندراج تاریخ پیدائش: [860, 256, 958, 270]
court-notice: [860, 1048, 958, 1184]
headline-5: طالب علم فرخ اقبال چوہدری نے ایل ایل بی کی ڈگری حاصل کر لی: [80, 779, 297, 809]
notice-body: بحوالہ مقدمہ مذکور عنوان بالا میں مدعا علیہ کو اطلاع دی جاتی ہے کہ مدعیہ نے دعویٰ دائر کیا ہے مدعا علیہ باوجود کوشش تعمیل سمن نہیں ہو رہی لہذا بذریعہ اشتہار اخبار ہذا اطلاع دی جاتی ہے کہ بتاریخ مقررہ بوقت 8 بجے صبح اصالتاً یا وکالتاً حاضر عدالت ہو کر جواب دعویٰ داخل کرے بصورت دیگر کارروائی یکطرفہ عمل میں لائی جائے گی: [427, 365, 524, 449]
box-notice-public-2: اطلاع عام: [860, 464, 958, 478]
news-body: بحوالہ مقدمہ مذکور عنوان بالا میں مدعا علیہ کو اطلاع دی جاتی ہے کہ مدعیہ نے دعویٰ دائر کیا ہے مدعا علیہ باوجود کوشش تعمیل سمن نہیں ہو رہی لہذا بذریعہ اشتہار اخبار ہذا اطلاع دی جاتی ہے کہ بتاریخ مقررہ بوقت 8 بجے صبح اصالتاً یا وکالتاً حاضر عدالت ہو کر جواب دعویٰ داخل کرے بصورت دیگر کارروائی یکطرفہ عمل میں لائی جائے گی: [73, 690, 304, 732]
notice-title: بعدالت جناب شاہد مشتاق صاحبہ: [658, 733, 741, 754]
headline-7: جڑانوالہ کو تجاوزات سے پاک شہر بنانے کیلئے انتظامیہ متحرک: [74, 1057, 303, 1087]
notice-court: منڈی بہاؤالدین: [778, 711, 838, 721]
bottom-row: [241, 1626, 597, 1706]
notice-body: بحوالہ مقدمہ مذکور عنوان بالا میں مدعا علیہ کو اطلاع دی جاتی ہے کہ مدعیہ نے دعویٰ دائر کیا ہے مدعا علیہ باوجود کوشش تعمیل سمن نہیں ہو رہی لہذا بذریعہ اشتہار اخبار ہذا اطلاع دی جاتی ہے کہ بتاریخ مقررہ بوقت 8 بجے صبح اصالتاً یا وکالتاً حاضر عدالت ہو کر جواب دعویٰ داخل کرے بصورت دیگر کارروائی یکطرفہ عمل میں لائی جائے گی: [315, 61, 412, 145]
notice-body: بحوالہ مقدمہ مذکور عنوان بالا میں مدعا علیہ کو اطلاع دی جاتی ہے کہ مدعیہ نے دعویٰ دائر کیا ہے مدعا علیہ باوجود کوشش تعمیل سمن نہیں ہو رہی لہذا بذریعہ اشتہار اخبار ہذا اطلاع دی جاتی ہے کہ بتاریخ مقررہ بوقت 8 بجے صبح اصالتاً یا وکالتاً حاضر عدالت ہو کر جواب دعویٰ داخل کرے بصورت دیگر کارروائی یکطرفہ عمل میں لائی جائے گی: [863, 1084, 953, 1177]
intro-text: بحوالہ مقدمہ مذکور عنوان بالا میں مدعا علیہ کو اطلاع دی جاتی ہے کہ مدعیہ نے دعویٰ دائر کیا ہے مدعا علیہ باوجود کوشش تعمیل سمن نہیں ہو رہی لہذا بذریعہ اشتہار اخبار ہذا اطلاع دی جاتی ہے کہ بتاریخ مقررہ بوقت 8 بجے صبح اصالتاً یا وکالتاً حاضر عدالت ہو کر جواب دعویٰ داخل کرے بصورت دیگر کارروائی یکطرفہ عمل میں لائی جائے گی: [759, 120, 957, 162]
bottom-body: بحوالہ مقدمہ مذکور عنوان بالا میں مدعا علیہ کو اطلاع دی جاتی ہے کہ مدعیہ نے دعویٰ دائر کیا ہے مدعا علیہ باوجود کوشش تعمیل سمن نہیں ہو رہی لہذا بذریعہ اشتہار اخبار ہذا اطلاع دی جاتی ہے کہ بتاریخ مقررہ بوقت 8 بجے صبح اصالتاً یا وکالتاً حاضر عدالت ہو کر جواب دعویٰ داخل کرے بصورت دیگر کارروائی یکطرفہ عمل میں لائی جائے گی: [361, 1628, 477, 1704]
notice-body: بحوالہ مقدمہ مذکور عنوان بالا میں مدعا علیہ کو اطلاع دی جاتی ہے کہ مدعیہ نے دعویٰ دائر کیا ہے مدعا علیہ باوجود کوشش تعمیل سمن نہیں ہو رہی لہذا بذریعہ اشتہار اخبار ہذا اطلاع دی جاتی ہے کہ بتاریخ مقررہ بوقت 8 بجے صبح اصالتاً یا وکالتاً حاضر عدالت ہو کر جواب دعویٰ داخل کرے بصورت دیگر کارروائی یکطرفہ عمل میں لائی جائے گی: [651, 391, 748, 475]
notice-body: بحوالہ مقدمہ مذکور عنوان بالا میں مدعا علیہ کو اطلاع دی جاتی ہے کہ مدعیہ نے دعویٰ دائر کیا ہے مدعا علیہ باوجود کوشش تعمیل سمن نہیں ہو رہی لہذا بذریعہ اشتہار اخبار ہذا اطلاع دی جاتی ہے کہ بتاریخ مقررہ بوقت 8 بجے صبح اصالتاً یا وکالتاً حاضر عدالت ہو کر جواب دعویٰ داخل کرے بصورت دیگر کارروائی یکطرفہ عمل میں لائی جائے گی: [315, 279, 412, 363]
contact-phones: 042-35948873 0321-9999267 0307-7826337: [772, 224, 944, 234]
notice-body: بحوالہ مقدمہ مذکور عنوان بالا میں مدعا علیہ کو اطلاع دی جاتی ہے کہ مدعیہ نے دعویٰ دائر کیا ہے مدعا علیہ باوجود کوشش تعمیل سمن نہیں ہو رہی لہذا بذریعہ اشتہار اخبار ہذا اطلاع دی جاتی ہے کہ بتاریخ مقررہ بوقت 8 بجے صبح اصالتاً یا وکالتاً حاضر عدالت ہو کر جواب دعویٰ داخل کرے بصورت دیگر کارروائی یکطرفہ عمل میں لائی جائے گی: [651, 540, 748, 624]
notice-body: بحوالہ مقدمہ مذکور عنوان بالا میں مدعا علیہ کو اطلاع دی جاتی ہے کہ مدعیہ نے دعویٰ دائر کیا ہے مدعا علیہ باوجود کوشش تعمیل سمن نہیں ہو رہی لہذا بذریعہ اشتہار اخبار ہذا اطلاع دی جاتی ہے کہ بتاریخ مقررہ بوقت 8 بجے صبح اصالتاً یا وکالتاً حاضر عدالت ہو کر جواب دعویٰ داخل کرے بصورت دیگر کارروائی یکطرفہ عمل میں لائی جائے گی: [651, 156, 748, 240]
bottom-body: بحوالہ مقدمہ مذکور عنوان بالا میں مدعا علیہ کو اطلاع دی جاتی ہے کہ مدعیہ نے دعویٰ دائر کیا ہے مدعا علیہ باوجود کوشش تعمیل سمن نہیں ہو رہی لہذا بذریعہ اشتہار اخبار ہذا اطلاع دی جاتی ہے کہ بتاریخ مقررہ بوقت 8 بجے صبح اصالتاً یا وکالتاً حاضر عدالت ہو کر جواب دعویٰ داخل کرے بصورت دیگر کارروائی یکطرفہ عمل میں لائی جائے گی: [241, 1402, 357, 1478]
notice-title: بعدالت جناب نوید احمد گھمن: [549, 28, 626, 48]
headline-6: بااثر افراد کا زمین پر قبضہ کی مبینہ کوشش پولیس کے آنے پر فرار: [79, 929, 298, 959]
notice-title: بعدالت جناب محمد نعمان یاسین: [658, 28, 741, 48]
notice-court: منڈی بہاؤالدین: [778, 571, 838, 580]
notice-court: سول جج فیملی کورٹ: [319, 267, 408, 277]
signature-text: (دستخط حاکم): [703, 1010, 748, 1019]
notice-body: بحوالہ مقدمہ مذکور عنوان بالا میں مدعا علیہ کو اطلاع دی جاتی ہے کہ مدعیہ نے دعویٰ دائر کیا ہے مدعا علیہ باوجود کوشش تعمیل سمن نہیں ہو رہی لہذا بذریعہ اشتہار اخبار ہذا اطلاع دی جاتی ہے کہ بتاریخ مقررہ بوقت 8 بجے صبح اصالتاً یا وکالتاً حاضر عدالت ہو کر جواب دعویٰ داخل کرے بصورت دیگر کارروائی یکطرفہ عمل میں لائی جائے گی: [651, 924, 748, 1009]
notice-court: سول جج فیملی کورٹ لاہور: [543, 267, 632, 286]
notice-body: بحوالہ مقدمہ مذکور عنوان بالا میں مدعا علیہ کو اطلاع دی جاتی ہے کہ مدعیہ نے دعویٰ دائر کیا ہے مدعا علیہ باوجود کوشش تعمیل سمن نہیں ہو رہی لہذا بذریعہ اشتہار اخبار ہذا اطلاع دی جاتی ہے کہ بتاریخ مقررہ بوقت 8 بجے صبح اصالتاً یا وکالتاً حاضر عدالت ہو کر جواب دعویٰ داخل کرے بصورت دیگر کارروائی یکطرفہ عمل میں لائی جائے گی: [863, 849, 953, 942]
news-body: بحوالہ مقدمہ مذکور عنوان بالا میں مدعا علیہ کو اطلاع دی جاتی ہے کہ مدعیہ نے دعویٰ دائر کیا ہے مدعا علیہ باوجود کوشش تعمیل سمن نہیں ہو رہی لہذا بذریعہ اشتہار اخبار ہذا اطلاع دی جاتی ہے کہ بتاریخ مقررہ بوقت 8 بجے صبح اصالتاً یا وکالتاً حاضر عدالت ہو کر جواب دعویٰ داخل کرے بصورت دیگر کارروائی یکطرفہ عمل میں لائی جائے گی: [73, 568, 304, 610]
headline-8: دہشت گردوں کی فائرنگ سے میاں چنوں کا نوجوان جاں بحق: [86, 1199, 291, 1229]
